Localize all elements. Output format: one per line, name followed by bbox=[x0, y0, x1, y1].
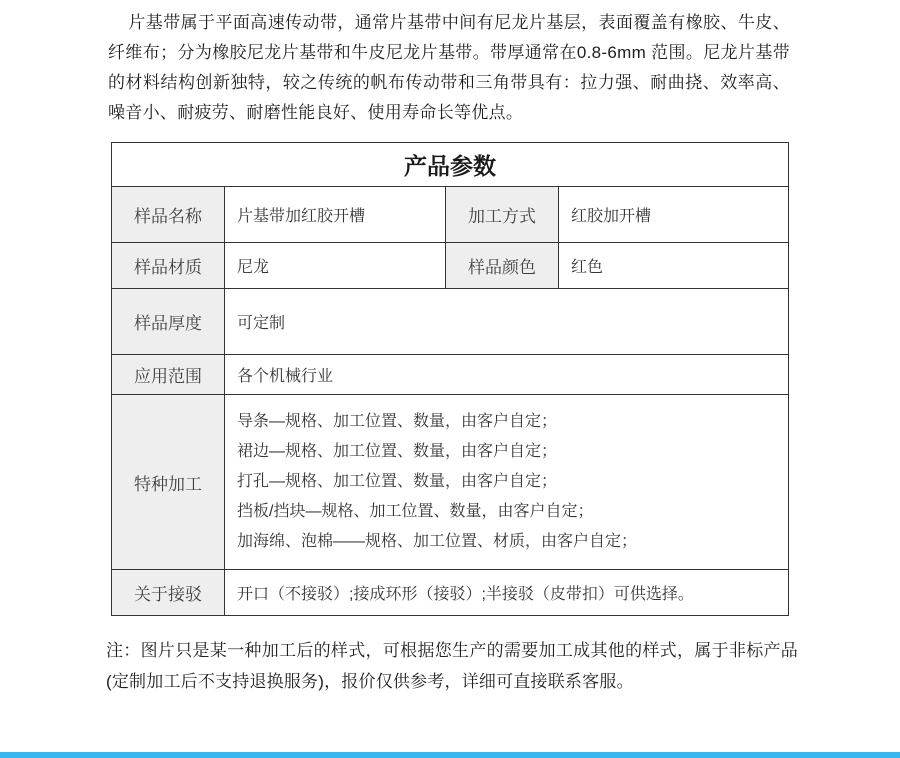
special-processing-label: 特种加工 bbox=[112, 395, 225, 570]
table-row bbox=[112, 187, 789, 243]
joint-info-value: 开口（不接驳）;接成环形（接驳）;半接驳（皮带扣）可供选择。 bbox=[225, 570, 789, 616]
sample-color-value: 红色 bbox=[559, 243, 789, 289]
sample-color-label: 样品颜色 bbox=[446, 243, 559, 289]
table-row bbox=[112, 289, 789, 355]
joint-info-label: 关于接驳 bbox=[112, 570, 225, 616]
sample-material-value: 尼龙 bbox=[225, 243, 446, 289]
table-title: 产品参数 bbox=[112, 143, 789, 187]
bottom-accent-bar bbox=[0, 752, 900, 758]
table-row bbox=[112, 570, 789, 616]
processing-method-value: 红胶加开槽 bbox=[559, 187, 789, 243]
intro-paragraph: 片基带属于平面高速传动带，通常片基带中间有尼龙片基层，表面覆盖有橡胶、牛皮、纤维布；分为橡胶尼龙片基带和牛皮尼龙片基带。带厚通常在0.8-6mm 范围。尼龙片基带的材料结构创新独特，较之传统的帆布传动带和三角带具有：拉力强、耐曲挠、效率高、噪音小、耐疲劳、耐磨性能良好、使用寿命长等优点。 bbox=[108, 13, 790, 122]
sample-thickness-label: 样品厚度 bbox=[112, 289, 225, 355]
special-processing-line: 加海绵、泡棉——规格、加工位置、材质，由客户自定； bbox=[237, 533, 638, 550]
table-row bbox=[112, 395, 789, 570]
table-row bbox=[112, 243, 789, 289]
sample-name-label: 样品名称 bbox=[112, 187, 225, 243]
sample-material-label: 样品材质 bbox=[112, 243, 225, 289]
special-processing-line: 导条—规格、加工位置、数量，由客户自定； bbox=[237, 413, 558, 430]
processing-method-label: 加工方式 bbox=[446, 187, 559, 243]
footnote: 注：图片只是某一种加工后的样式，可根据您生产的需要加工成其他的样式，属于非标产品(定制加工后不支持退换服务)，报价仅供参考，详细可直接联系客服。 bbox=[106, 641, 798, 691]
sample-name-value: 片基带加红胶开槽 bbox=[225, 187, 446, 243]
sample-thickness-value: 可定制 bbox=[225, 289, 789, 355]
special-processing-line: 挡板/挡块—规格、加工位置、数量，由客户自定； bbox=[237, 503, 594, 520]
application-scope-value: 各个机械行业 bbox=[225, 355, 789, 395]
special-processing-value bbox=[225, 395, 789, 570]
table-title-row bbox=[112, 143, 789, 187]
product-parameters-table bbox=[111, 142, 789, 616]
table-row bbox=[112, 355, 789, 395]
application-scope-label: 应用范围 bbox=[112, 355, 225, 395]
special-processing-line: 打孔—规格、加工位置、数量，由客户自定； bbox=[237, 473, 558, 490]
special-processing-line: 裙边—规格、加工位置、数量，由客户自定； bbox=[237, 443, 558, 460]
